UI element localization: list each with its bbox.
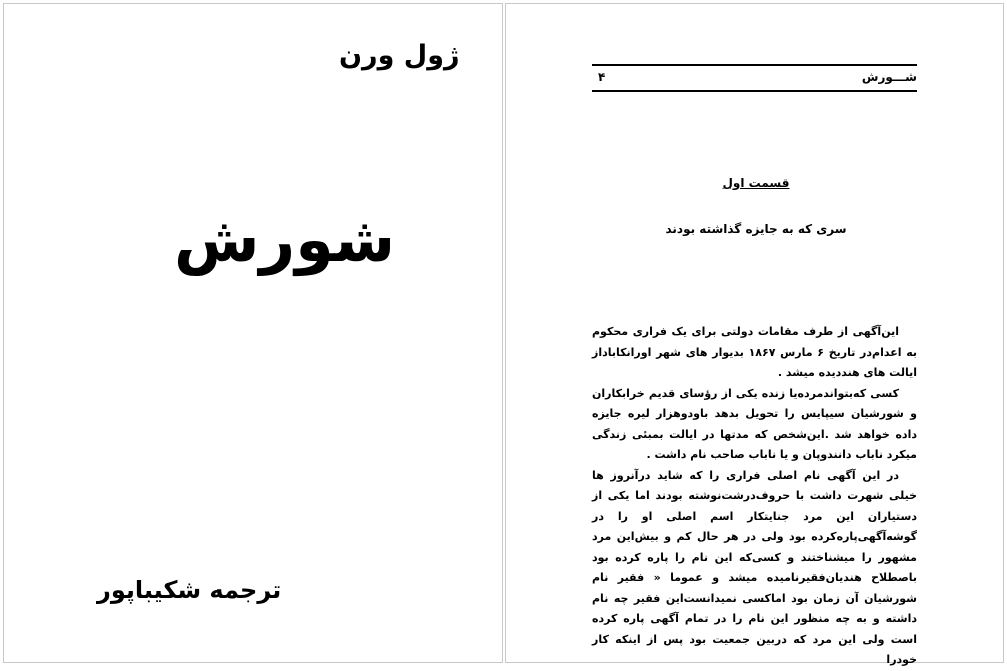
body-text: [592, 322, 917, 671]
author-name: ژول ورن: [339, 40, 460, 71]
left-page: [3, 3, 503, 663]
translator-credit: ترجمه شکیباپور: [97, 576, 282, 604]
paragraph: این‌آگهی از طرف مقامات دولتی برای یک فراری محکوم به اعدام‌در تاریخ ۶ مارس ۱۸۶۷ بدیوار های شهر اورانکاباداز ایالت های هنددیده میشد .: [592, 325, 917, 379]
header-rule-bottom: [592, 90, 917, 92]
chapter-title: سری که به جایزه گذاشته بودند: [665, 222, 847, 236]
paragraph: کسی که‌بتواندمرده‌یا زنده یکی از رو‌ٔسای قدیم خرابکاران و شورشیان سیپایس را تحویل بدهد باودوهزار لیره جایزه داده خواهد شد .این‌شخص که مدتها در ایالت بمبئی زندگی میکرد ناباب دانندوپان و یا ناباب صاحب نام داشت .: [592, 386, 917, 461]
section-title: قسمت اول: [722, 176, 790, 190]
running-head: شـــورش: [861, 70, 917, 84]
paragraph: در این آگهی نام اصلی فراری را که شاید درآنروز ها خیلی شهرت داشت با حروف‌درشت‌نوشته بودند اما یکی از دستیاران این مرد جنایتکار اسم اصلی او را در گوشه‌آگهی‌پاره‌کرده بود ولی در هر حال کم و بیش‌این مرد مشهور را میشناختند و کسی‌که این نام را پاره کرده بود باصطلاح هندیان‌فقیرنامیده میشد و عموما « فقیر نام شورشیان آن زمان بود اماکسی نمیدانست‌این فقیر چه نام داشته و به چه منظور این نام را در تمام آگهی پاره کرده است ولی این مرد که دربین جمعیت بود پس از اینکه کار خودرا: [592, 468, 917, 666]
right-page: [505, 3, 1004, 666]
page-number: ۴: [598, 70, 606, 84]
header-rule-top: [592, 64, 917, 66]
book-title: شورش: [174, 203, 396, 276]
